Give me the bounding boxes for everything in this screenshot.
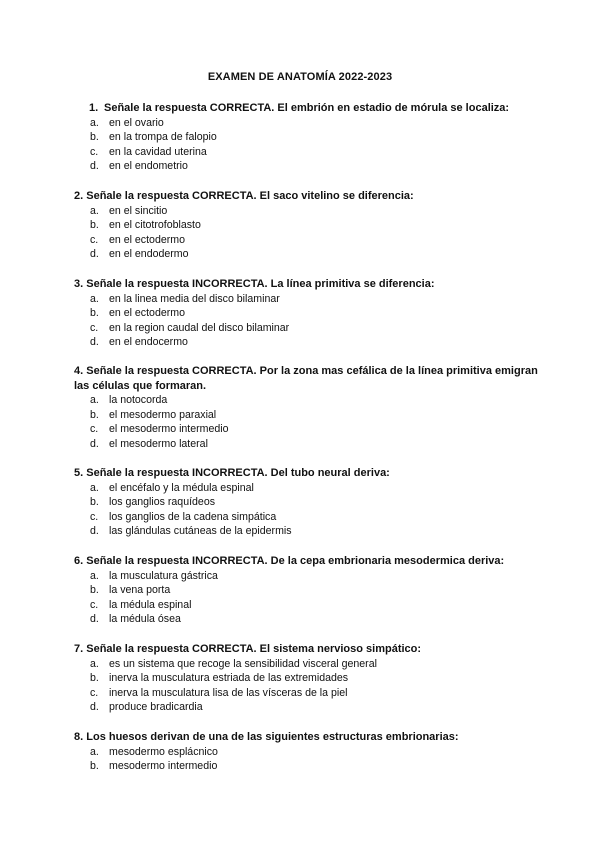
option-c: [74, 686, 544, 701]
options-list: [74, 745, 544, 774]
option-b: [74, 583, 544, 598]
option-letter: b.: [90, 131, 99, 144]
question-4-heading: [74, 364, 544, 393]
option-a: [74, 116, 544, 131]
options-list: [74, 292, 544, 350]
option-letter: c.: [90, 145, 99, 158]
option-text: en la linea media del disco bilaminar: [109, 292, 280, 305]
question-text: Señale la respuesta CORRECTA. El embrión en estadio de mórula se localiza:: [104, 102, 510, 114]
option-letter: c.: [90, 321, 99, 334]
option-text: en el citotrofoblasto: [109, 219, 201, 232]
question-number: 1.: [89, 102, 99, 114]
option-d: [74, 700, 544, 715]
option-d: [74, 524, 544, 539]
option-letter: b.: [90, 584, 99, 597]
option-letter: d.: [90, 613, 99, 626]
option-text: mesodermo intermedio: [109, 760, 218, 773]
option-letter: d.: [90, 701, 99, 714]
option-letter: a.: [90, 657, 99, 670]
option-text: inerva la musculatura lisa de las vísceras de la piel: [109, 686, 348, 699]
option-text: inerva la musculatura estriada de las extremidades: [109, 672, 349, 685]
options-list: [74, 393, 544, 451]
question-text: Señale la respuesta CORRECTA. El saco vitelino se diferencia:: [86, 190, 414, 202]
option-text: el encéfalo y la médula espinal: [109, 481, 254, 494]
option-letter: b.: [90, 408, 99, 421]
option-letter: c.: [90, 598, 99, 611]
option-b: [74, 130, 544, 145]
question-5: [74, 466, 544, 539]
option-text: la notocorda: [109, 394, 168, 407]
option-letter: a.: [90, 569, 99, 582]
option-text: los ganglios de la cadena simpática: [109, 510, 277, 523]
option-a: [74, 204, 544, 219]
question-text: Señale la respuesta INCORRECTA. De la cepa embrionaria mesodermica deriva:: [86, 555, 505, 567]
question-text: Señale la respuesta CORRECTA. El sistema nervioso simpático:: [86, 643, 422, 655]
question-6-heading: [74, 554, 544, 569]
option-letter: d.: [90, 336, 99, 349]
question-3-heading: [74, 277, 544, 292]
question-2-heading: [74, 189, 544, 204]
option-letter: b.: [90, 496, 99, 509]
option-letter: a.: [90, 116, 99, 129]
question-text: Señale la respuesta CORRECTA. Por la zona mas cefálica de la línea primitiva emigran las células que formaran.: [74, 365, 538, 392]
option-b: [74, 408, 544, 423]
option-c: [74, 321, 544, 336]
option-letter: d.: [90, 437, 99, 450]
option-text: en el endodermo: [109, 248, 189, 261]
option-a: [74, 657, 544, 672]
option-text: es un sistema que recoge la sensibilidad visceral general: [109, 657, 377, 670]
option-text: el mesodermo lateral: [109, 437, 208, 450]
options-list: [74, 204, 544, 262]
option-text: las glándulas cutáneas de la epidermis: [109, 525, 292, 538]
option-letter: b.: [90, 219, 99, 232]
option-letter: a.: [90, 745, 99, 758]
question-8: [74, 730, 544, 774]
option-text: la vena porta: [109, 584, 171, 597]
option-d: [74, 612, 544, 627]
option-text: en la region caudal del disco bilaminar: [109, 321, 290, 334]
question-3: [74, 277, 544, 350]
exam-title: EXAMEN DE ANATOMÍA 2022-2023: [207, 71, 393, 83]
question-text: Los huesos derivan de una de las siguientes estructuras embrionarias:: [86, 731, 459, 743]
question-number: 5.: [74, 467, 84, 479]
option-d: [74, 159, 544, 174]
option-letter: c.: [90, 510, 99, 523]
question-5-heading: [74, 466, 544, 481]
option-letter: c.: [90, 686, 99, 699]
option-text: la musculatura gástrica: [109, 569, 218, 582]
option-letter: c.: [90, 423, 99, 436]
options-list: [74, 116, 544, 174]
option-text: mesodermo esplácnico: [109, 745, 218, 758]
option-text: en el endometrio: [109, 160, 188, 173]
option-letter: b.: [90, 672, 99, 685]
option-letter: d.: [90, 248, 99, 261]
option-c: [74, 598, 544, 613]
option-text: en el ectodermo: [109, 307, 185, 320]
option-text: en el ovario: [109, 116, 164, 129]
option-b: [74, 306, 544, 321]
question-number: 8.: [74, 731, 84, 743]
question-7: [74, 642, 544, 715]
option-text: en el sincitio: [109, 204, 168, 217]
option-d: [74, 335, 544, 350]
question-1: [74, 101, 544, 174]
option-c: [74, 145, 544, 160]
option-letter: b.: [90, 760, 99, 773]
option-text: el mesodermo paraxial: [109, 408, 217, 421]
option-letter: d.: [90, 525, 99, 538]
option-text: en el endocermo: [109, 336, 188, 349]
option-text: produce bradicardia: [109, 701, 203, 714]
options-list: [74, 657, 544, 715]
question-number: 6.: [74, 555, 84, 567]
option-d: [74, 247, 544, 262]
option-a: [74, 481, 544, 496]
question-7-heading: [74, 642, 544, 657]
options-list: [74, 569, 544, 627]
option-a: [74, 745, 544, 760]
option-a: [74, 292, 544, 307]
option-a: [74, 393, 544, 408]
question-6: [74, 554, 544, 627]
option-b: [74, 218, 544, 233]
question-text: Señale la respuesta INCORRECTA. Del tubo neural deriva:: [86, 467, 390, 479]
option-text: los ganglios raquídeos: [109, 496, 216, 509]
question-number: 3.: [74, 278, 84, 290]
question-number: 4.: [74, 365, 84, 377]
option-letter: a.: [90, 204, 99, 217]
option-letter: a.: [90, 394, 99, 407]
question-2: [74, 189, 544, 262]
option-c: [74, 510, 544, 525]
options-list: [74, 481, 544, 539]
question-text: Señale la respuesta INCORRECTA. La línea primitiva se diferencia:: [86, 278, 435, 290]
question-1-heading: [74, 101, 544, 116]
option-letter: a.: [90, 292, 99, 305]
question-number: 2.: [74, 190, 84, 202]
option-letter: b.: [90, 307, 99, 320]
option-c: [74, 233, 544, 248]
question-8-heading: [74, 730, 544, 745]
option-text: en la cavidad uterina: [109, 145, 207, 158]
option-letter: c.: [90, 233, 99, 246]
option-text: la médula espinal: [109, 598, 192, 611]
option-b: [74, 759, 544, 774]
option-text: la médula ósea: [109, 613, 181, 626]
option-d: [74, 437, 544, 452]
option-text: el mesodermo intermedio: [109, 423, 229, 436]
option-letter: d.: [90, 160, 99, 173]
option-text: en la trompa de falopio: [109, 131, 217, 144]
option-c: [74, 422, 544, 437]
question-4: [74, 364, 544, 452]
option-letter: a.: [90, 481, 99, 494]
option-b: [74, 495, 544, 510]
option-text: en el ectodermo: [109, 233, 185, 246]
option-a: [74, 569, 544, 584]
option-b: [74, 671, 544, 686]
question-number: 7.: [74, 643, 84, 655]
